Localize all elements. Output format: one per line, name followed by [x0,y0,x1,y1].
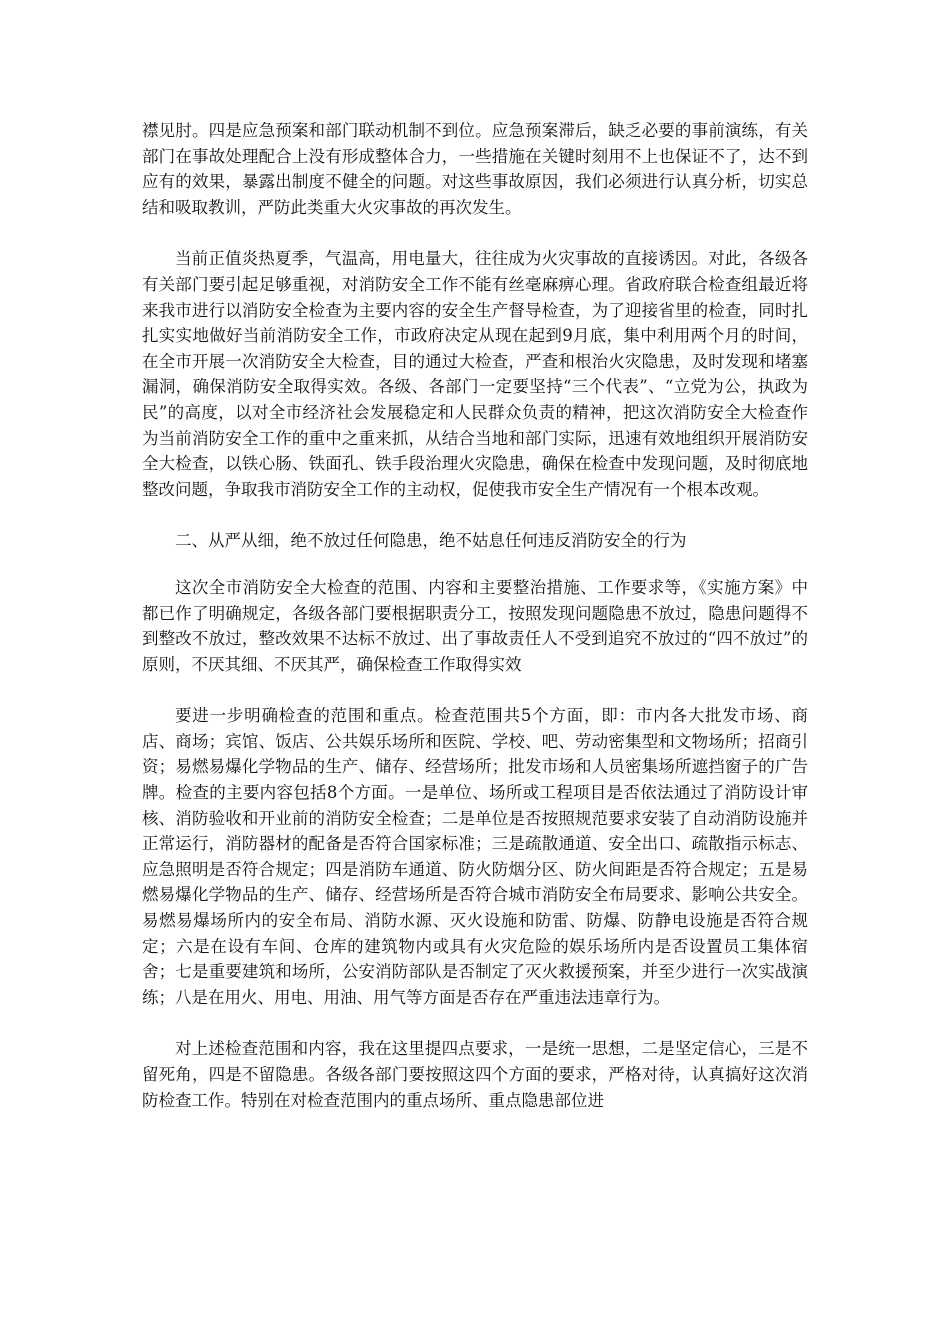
paragraph-four-requirements: 对上述检查范围和内容，我在这里提四点要求，一是统一思想，二是坚定信心，三是不留死角，四是不留隐患。各级各部门要按照这四个方面的要求，严格对待，认真搞好这次消防检查工作。特别在对检查范围内的重点场所、重点隐患部位进 [142,1039,808,1110]
paragraph-continuation: 襟见肘。四是应急预案和部门联动机制不到位。应急预案滞后，缺乏必要的事前演练，有关部门在事故处理配合上没有形成整体合力，一些措施在关键时刻用不上也保证不了，达不到应有的效果，暴露出制度不健全的问题。对这些事故原因，我们必须进行认真分析，切实总结和吸取教训，严防此类重大火灾事故的再次发生。 [142,121,808,217]
section-heading-2: 二、从严从细，绝不放过任何隐患，绝不姑息任何违反消防安全的行为 [175,531,687,551]
paragraph-inspection-scope: 这次全市消防安全大检查的范围、内容和主要整治措施、工作要求等，《实施方案》中都已作了明确规定，各级各部门要根据职责分工，按照发现问题隐患不放过，隐患问题得不到整改不放过，整改效果不达标不放过、出了事故责任人不受到追究不放过的“四不放过”的原则，不厌其细、不厌其严，确保检查工作取得实效 [142,577,808,674]
document-body [142,118,808,1113]
paragraph-inspection-focus: 要进一步明确检查的范围和重点。检查范围共5个方面，即：市内各大批发市场、商店、商场；宾馆、饭店、公共娱乐场所和医院、学校、吧、劳动密集型和文物场所；招商引资；易燃易爆化学物品的生产、储存、经营场所；批发市场和人员密集场所遮挡窗子的广告牌。检查的主要内容包括8个方面。一是单位、场所或工程项目是否依法通过了消防设计审核、消防验收和开业前的消防安全检查；二是单位是否按照规范要求安装了自动消防设施并正常运行，消防器材的配备是否符合国家标准；三是疏散通道、安全出口、疏散指示标志、应急照明是否符合规定；四是消防车通道、防火防烟分区、防火间距是否符合规定；五是易燃易爆化学物品的生产、储存、经营场所是否符合城市消防安全布局要求、影响公共安全。易燃易爆场所内的安全布局、消防水源、灭火设施和防雷、防爆、防静电设施是否符合规定；六是在设有车间、仓库的建筑物内或具有火灾危险的娱乐场所内是否设置员工集体宿舍；七是重要建筑和场所，公安消防部队是否制定了灭火救援预案，并至少进行一次实战演练；八是在用火、用电、用油、用气等方面是否存在严重违法违章行为。 [142,706,808,1007]
paragraph-summer-fire-safety: 当前正值炎热夏季，气温高，用电量大，往往成为火灾事故的直接诱因。对此，各级各有关部门要引起足够重视，对消防安全工作不能有丝毫麻痹心理。省政府联合检查组最近将来我市进行以消防安全检查为主要内容的安全生产督导检查，为了迎接省里的检查，同时扎扎实实地做好当前消防安全工作，市政府决定从现在起到9月底，集中利用两个月的时间，在全市开展一次消防安全大检查，目的通过大检查，严查和根治火灾隐患，及时发现和堵塞漏洞，确保消防安全取得实效。各级、各部门一定要坚持“三个代表”、“立党为公，执政为民”的高度，以对全市经济社会发展稳定和人民群众负责的精神，把这次消防安全大检查作为当前消防安全工作的重中之重来抓，从结合当地和部门实际，迅速有效地组织开展消防安全大检查，以铁心肠、铁面孔、铁手段治理火灾隐患，确保在检查中发现问题，及时彻底地整改问题，争取我市消防安全工作的主动权，促使我市安全生产情况有一个根本改观。 [142,249,808,499]
